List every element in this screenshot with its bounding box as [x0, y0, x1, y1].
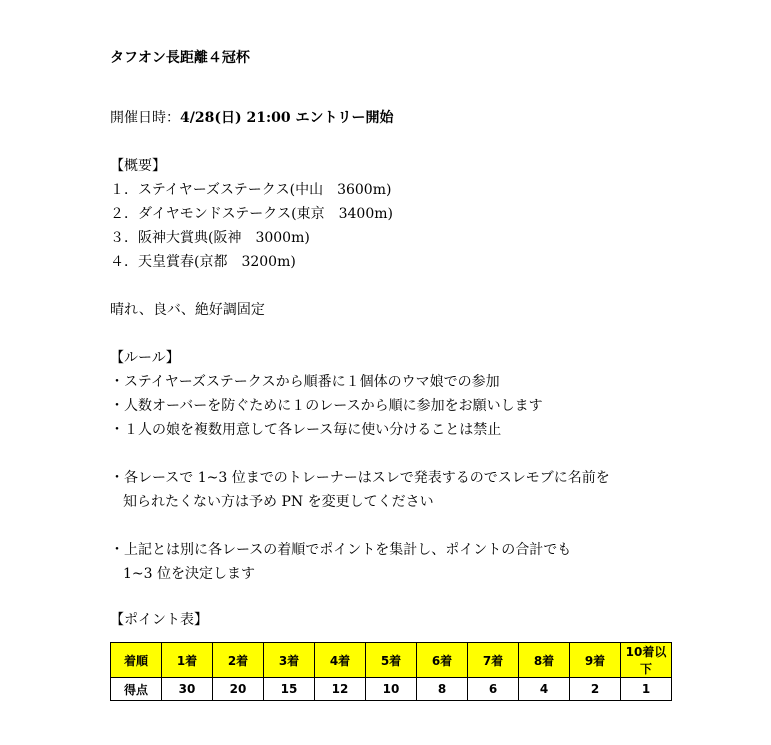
conditions-text: 晴れ、良バ、絶好調固定 — [110, 302, 265, 318]
points-header-cell: 7着 — [468, 643, 519, 678]
points-header-cell: 8着 — [519, 643, 570, 678]
points-score-cell: 6 — [468, 678, 519, 701]
rules-heading: 【ルール】 — [110, 350, 180, 366]
points-score-cell: 得点 — [111, 678, 162, 701]
rule-note: ・上記とは別に各レースの着順でポイントを集計し、ポイントの合計でも — [110, 542, 572, 558]
points-header-cell: 4着 — [315, 643, 366, 678]
points-score-cell: 1 — [621, 678, 672, 701]
points-score-cell: 4 — [519, 678, 570, 701]
points-header-cell: 5着 — [366, 643, 417, 678]
page-title: タフオン長距離４冠杯 — [110, 50, 250, 66]
points-score-cell: 15 — [264, 678, 315, 701]
points-header-cell: 1着 — [162, 643, 213, 678]
overview-heading: 【概要】 — [110, 158, 166, 174]
rule-item: ・人数オーバーを防ぐために１のレースから順に参加をお願いします — [110, 398, 543, 414]
overview-item: ３．阪神大賞典(阪神 3000m) — [110, 230, 310, 246]
points-score-cell: 30 — [162, 678, 213, 701]
overview-item: ２．ダイヤモンドステークス(東京 3400m) — [110, 206, 393, 222]
points-score-cell: 20 — [213, 678, 264, 701]
overview-item: ４．天皇賞春(京都 3200m) — [110, 254, 296, 270]
rule-note-continued: 1~3 位を決定します — [123, 566, 255, 582]
points-score-cell: 10 — [366, 678, 417, 701]
rule-note-continued: 知られたくない方は予め PN を変更してください — [123, 494, 434, 510]
overview-item: １．ステイヤーズステークス(中山 3600m) — [110, 182, 392, 198]
points-table-header-row — [111, 643, 672, 678]
points-header-cell: 2着 — [213, 643, 264, 678]
points-table-heading: 【ポイント表】 — [110, 612, 208, 628]
points-header-cell: 3着 — [264, 643, 315, 678]
points-header-cell: 10着以下 — [621, 643, 672, 678]
points-score-cell: 8 — [417, 678, 468, 701]
schedule-value: 4/28(日) 21:00 エントリー開始 — [180, 110, 394, 126]
rule-item: ・１人の娘を複数用意して各レース毎に使い分けることは禁止 — [110, 422, 502, 438]
rule-note: ・各レースで 1~3 位までのトレーナーはスレで発表するのでスレモブに名前を — [110, 470, 610, 486]
rule-item: ・ステイヤーズステークスから順番に１個体のウマ娘での参加 — [110, 374, 500, 390]
points-header-cell: 着順 — [111, 643, 162, 678]
points-header-cell: 6着 — [417, 643, 468, 678]
schedule-label: 開催日時： — [110, 110, 180, 126]
points-score-cell: 2 — [570, 678, 621, 701]
schedule-line — [110, 108, 393, 128]
points-table-score-row — [111, 678, 672, 701]
points-score-cell: 12 — [315, 678, 366, 701]
points-header-cell: 9着 — [570, 643, 621, 678]
points-table — [110, 642, 672, 701]
